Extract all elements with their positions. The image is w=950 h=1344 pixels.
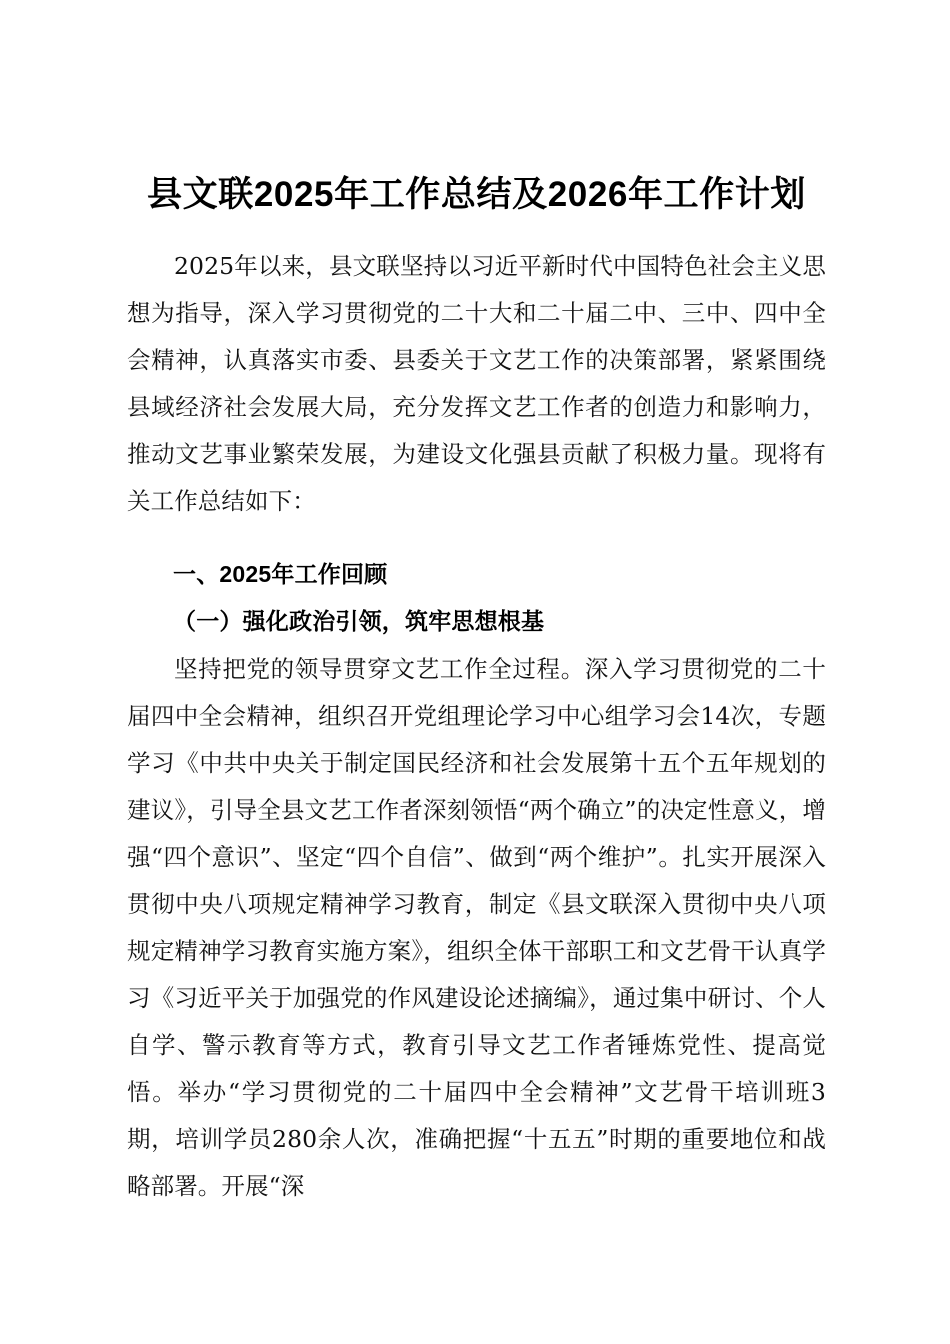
heading-section-1: 一、2025年工作回顾 (173, 561, 388, 587)
page-title: 县文联2025年工作总结及2026年工作计划 (147, 175, 806, 214)
paragraph-intro: 2025年以来，县文联坚持以习近平新时代中国特色社会主义思想为指导，深入学习贯彻党的二十大和二十届二中、三中、四中全会精神，认真落实市委、县委关于文艺工作的决策部署，紧紧围绕县域经济社会发展大局，充分发挥文艺工作者的创造力和影响力，推动文艺事业繁荣发展，为建设文化强县贡献了积极力量。现将有关工作总结如下： (127, 252, 826, 515)
document-body (127, 0, 826, 1210)
heading-section-1-1: （一）强化政治引领，筑牢思想根基 (173, 608, 545, 634)
paragraph-section-1-1-body: 坚持把党的领导贯穿文艺工作全过程。深入学习贯彻党的二十届四中全会精神，组织召开党组理论学习中心组学习会14次，专题学习《中共中央关于制定国民经济和社会发展第十五个五年规划的建议》，引导全县文艺工作者深刻领悟“两个确立”的决定性意义，增强“四个意识”、坚定“四个自信”、做到“两个维护”。扎实开展深入贯彻中央八项规定精神学习教育，制定《县文联深入贯彻中央八项规定精神学习教育实施方案》，组织全体干部职工和文艺骨干认真学习《习近平关于加强党的作风建设论述摘编》，通过集中研讨、个人自学、警示教育等方式，教育引导文艺工作者锤炼党性、提高觉悟。举办“学习贯彻党的二十届四中全会精神”文艺骨干培训班3期，培训学员280余人次，准确把握“十五五”时期的重要地位和战略部署。开展“深 (127, 655, 826, 1200)
